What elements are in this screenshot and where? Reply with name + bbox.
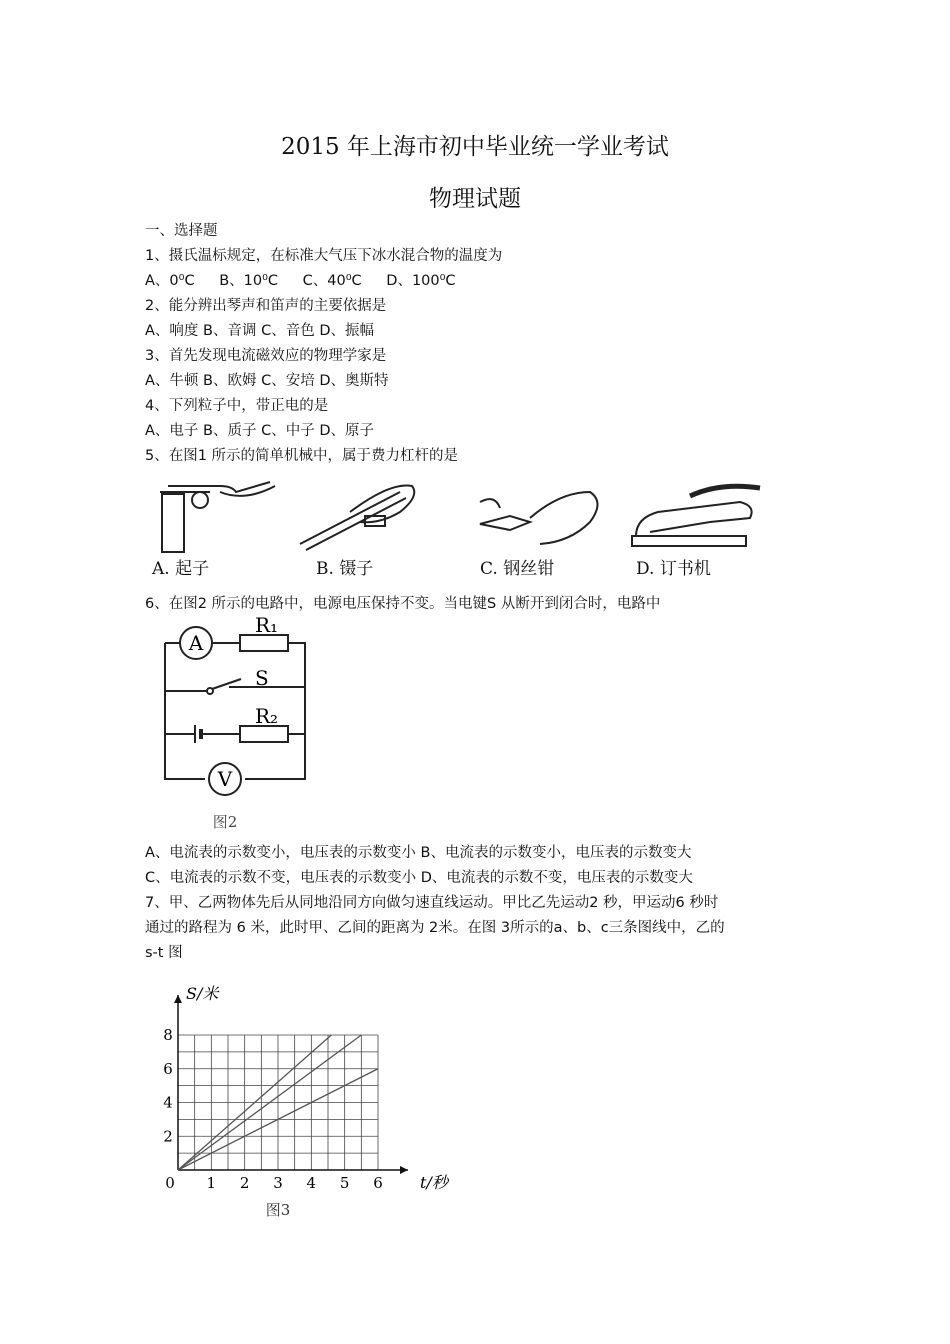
figure-2-circuit xyxy=(155,615,315,835)
x-tick-label: 2 xyxy=(239,1174,250,1192)
q7-stem-line2: 通过的路程为 6 米，此时甲、乙间的距离为 2米。在图 3所示的a、b、c三条图线中，乙的 xyxy=(145,920,725,936)
figure-3-caption: 图3 xyxy=(265,1201,291,1219)
x-tick-label: 0 xyxy=(165,1174,175,1192)
y-tick-label: 4 xyxy=(163,1093,173,1112)
q4-stem: 4、下列粒子中，带正电的是 xyxy=(145,398,329,414)
q3-stem: 3、首先发现电流磁效应的物理学家是 xyxy=(145,348,387,364)
x-tick-label: 1 xyxy=(206,1174,217,1192)
ammeter-label: A xyxy=(188,631,204,655)
q1-options xyxy=(145,269,466,290)
figure-3-chart xyxy=(150,980,450,1220)
q1-option-c: C、40⁰C xyxy=(302,273,362,289)
q2-options: A、响度 B、音调 C、音色 D、振幅 xyxy=(145,323,374,339)
y-axis-arrow xyxy=(174,995,182,1003)
y-tick-label: 8 xyxy=(163,1026,173,1044)
page-subtitle: 物理试题 xyxy=(429,186,521,212)
figure-1 xyxy=(150,472,790,582)
caption-b: B. 镊子 xyxy=(316,559,374,579)
x-tick-label: 3 xyxy=(273,1174,283,1192)
caption-c: C. 钢丝钳 xyxy=(480,559,555,579)
q6-options-2: C、电流表的示数不变，电压表的示数变小 D、电流表的示数不变，电压表的示数变大 xyxy=(145,870,693,886)
q6-options-1: A、电流表的示数变小，电压表的示数变小 B、电流表的示数变小，电压表的示数变大 xyxy=(145,845,692,861)
q1-stem: 1、摄氏温标规定，在标准大气压下冰水混合物的温度为 xyxy=(145,248,503,264)
y-tick-label: 6 xyxy=(163,1059,173,1078)
q2-stem: 2、能分辨出琴声和笛声的主要依据是 xyxy=(145,298,387,314)
caption-d: D. 订书机 xyxy=(636,559,711,579)
r2-label: R₂ xyxy=(255,704,279,728)
q4-options: A、电子 B、质子 C、中子 D、原子 xyxy=(145,423,374,439)
q7-stem-line1: 7、甲、乙两物体先后从同地沿同方向做匀速直线运动。甲比乙先运动2 秒，甲运动6 秒时 xyxy=(145,895,719,911)
q1-option-a: A、0⁰C xyxy=(145,273,195,289)
x-tick-label: 5 xyxy=(339,1174,350,1192)
q3-options: A、牛顿 B、欧姆 C、安培 D、奥斯特 xyxy=(145,373,389,389)
x-tick-label: 4 xyxy=(306,1174,317,1192)
caption-a: A. 起子 xyxy=(152,559,210,579)
x-axis-arrow xyxy=(400,1166,408,1174)
switch-label: S xyxy=(255,666,269,690)
pliers-drawing xyxy=(480,492,598,544)
lever-illustrations xyxy=(150,472,790,554)
voltmeter-label: V xyxy=(217,767,233,791)
page-title: 2015 年上海市初中毕业统一学业考试 xyxy=(281,134,669,160)
q6-stem: 6、在图2 所示的电路中，电源电压保持不变。当电键S 从断开到闭合时，电路中 xyxy=(145,596,661,612)
q5-stem: 5、在图1 所示的简单机械中，属于费力杠杆的是 xyxy=(145,448,459,464)
section-heading: 一、选择题 xyxy=(145,223,218,239)
bottle-opener-drawing xyxy=(160,482,275,552)
figure-2-caption: 图2 xyxy=(212,813,238,831)
q1-option-b: B、10⁰C xyxy=(219,273,279,289)
y-axis-label: S/米 xyxy=(186,984,219,1003)
x-axis-label: t/秒 xyxy=(420,1173,448,1192)
r1-label: R₁ xyxy=(255,615,279,637)
y-tick-label: 2 xyxy=(163,1127,173,1146)
st-chart-svg xyxy=(150,980,450,1220)
q1-option-d: D、100⁰C xyxy=(386,273,456,289)
tweezers-drawing xyxy=(300,486,414,550)
q7-stem-line3: s-t 图 xyxy=(145,945,183,961)
x-tick-label: 6 xyxy=(373,1174,383,1192)
stapler-drawing xyxy=(632,486,760,546)
